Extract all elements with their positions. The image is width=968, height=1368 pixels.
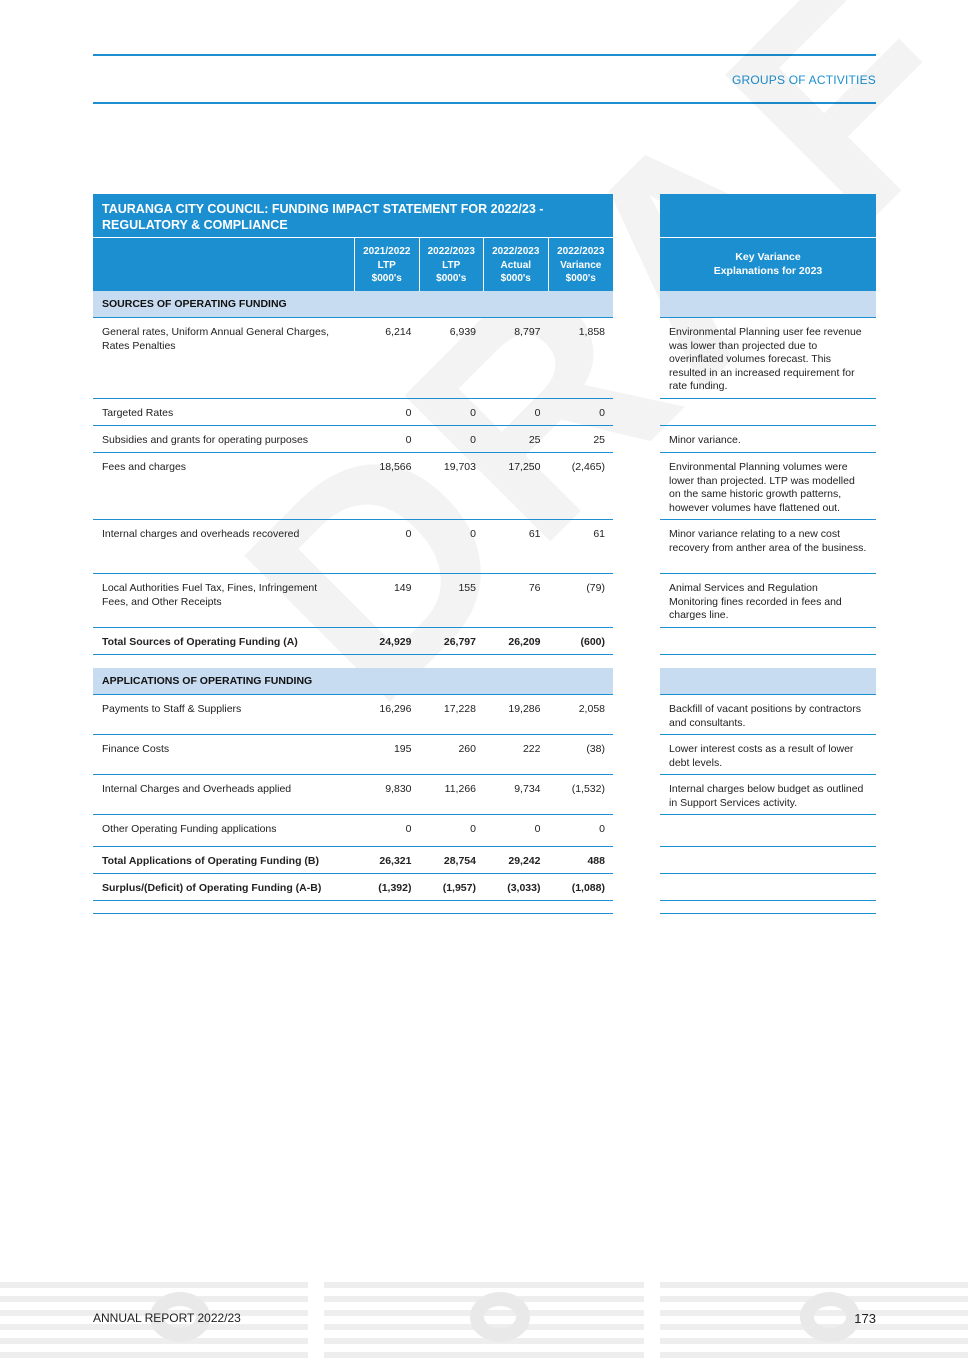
cell-value: 155 xyxy=(458,582,476,594)
row-label: Fees and charges xyxy=(102,461,187,473)
cell-value: 0 xyxy=(405,823,412,835)
explanation-cell: Environmental Planning user fee revenue was lower than projected due to overinflated volumes forecast. This resulted in an increased requirement for rate funding. xyxy=(660,318,876,399)
cell-value: 25 xyxy=(593,434,605,446)
cell-value: 0 xyxy=(470,407,476,419)
cell-value: 29,242 xyxy=(508,855,541,867)
table-row xyxy=(93,735,613,775)
cell-value: 24,929 xyxy=(379,636,412,648)
cell-value: 488 xyxy=(587,855,605,867)
explanation-cell: Minor variance relating to a new cost recovery from anther area of the business. xyxy=(660,520,876,574)
cell-value: 0 xyxy=(599,407,605,419)
col-unit: $000's xyxy=(500,273,531,284)
table-row xyxy=(93,453,613,520)
table-row xyxy=(93,399,613,426)
cell-value: 18,566 xyxy=(379,461,412,473)
row-label: Other Operating Funding applications xyxy=(102,823,277,835)
explanation-cell xyxy=(660,815,876,847)
cell-value: 9,734 xyxy=(514,783,541,795)
sources-heading: SOURCES OF OPERATING FUNDING xyxy=(93,291,613,318)
cell-value: (79) xyxy=(586,582,605,594)
row-label: Internal charges and overheads recovered xyxy=(102,528,300,540)
cell-value: (1,088) xyxy=(571,882,605,894)
table-row xyxy=(93,695,613,735)
side-end-row xyxy=(660,901,876,914)
page-number: 173 xyxy=(854,1311,876,1326)
side-sources-band xyxy=(660,291,876,318)
funding-impact-table xyxy=(93,194,613,914)
cell-value: 0 xyxy=(534,823,541,835)
cell-value: 260 xyxy=(458,743,476,755)
cell-value: 222 xyxy=(522,743,541,755)
explanation-cell: Animal Services and Regulation Monitoring fines recorded in fees and charges line. xyxy=(660,574,876,628)
cell-value: 195 xyxy=(393,743,412,755)
cell-value: 61 xyxy=(593,528,605,540)
column-header-2021-ltp xyxy=(355,238,420,291)
explanation-cell xyxy=(660,399,876,426)
col-type: LTP xyxy=(442,259,461,271)
table-end-row xyxy=(93,901,613,914)
cell-value: 26,209 xyxy=(508,636,541,648)
explanation-cell: Backfill of vacant positions by contractors and consultants. xyxy=(660,695,876,735)
col-unit: $000's xyxy=(565,273,596,284)
col-unit: $000's xyxy=(371,273,402,284)
cell-value: 25 xyxy=(528,434,541,446)
table-row xyxy=(93,520,613,574)
total-sources-row xyxy=(93,628,613,655)
cell-value: (1,392) xyxy=(378,882,412,894)
cell-value: 11,266 xyxy=(444,783,476,795)
column-header-2022-ltp xyxy=(420,238,485,291)
col-type: LTP xyxy=(377,259,396,271)
cell-value: 61 xyxy=(528,528,541,540)
col-year: 2022/2023 xyxy=(427,246,475,257)
table-title: TAURANGA CITY COUNCIL: FUNDING IMPACT STATEMENT FOR 2022/23 - REGULATORY & COMPLIANCE xyxy=(93,194,613,238)
footer-swirl-graphic xyxy=(800,1292,860,1342)
row-label: Targeted Rates xyxy=(102,407,174,419)
col-year: 2022/2023 xyxy=(557,246,605,257)
cell-value: 16,296 xyxy=(379,703,412,715)
cell-value: 0 xyxy=(405,434,412,446)
explanation-cell xyxy=(660,874,876,901)
row-label: General rates, Uniform Annual General Charges, Rates Penalties xyxy=(102,326,330,352)
cell-value: 0 xyxy=(405,528,412,540)
cell-value: (3,033) xyxy=(507,882,541,894)
total-applications-row xyxy=(93,847,613,874)
side-title-cell xyxy=(660,194,876,238)
surplus-deficit-row xyxy=(93,874,613,901)
section-label: GROUPS OF ACTIVITIES xyxy=(731,73,876,87)
cell-value: 26,321 xyxy=(379,855,412,867)
cell-value: 0 xyxy=(470,434,476,446)
cell-value: 26,797 xyxy=(443,636,476,648)
explanation-cell xyxy=(660,628,876,655)
row-label: Internal Charges and Overheads applied xyxy=(102,783,292,795)
row-label: Payments to Staff & Suppliers xyxy=(102,703,242,715)
row-label: Total Applications of Operating Funding (B) xyxy=(102,855,319,867)
cell-value: 0 xyxy=(534,407,541,419)
row-label: Total Sources of Operating Funding (A) xyxy=(102,636,298,648)
cell-value: (38) xyxy=(586,743,605,755)
cell-value: 8,797 xyxy=(514,326,541,338)
explanations-header-text: Key Variance Explanations for 2023 xyxy=(713,251,823,277)
cell-value: 76 xyxy=(528,582,541,594)
explanation-cell: Environmental Planning volumes were lower than projected. LTP was modelled on the same historic growth patterns, however volumes have flattened out. xyxy=(660,453,876,520)
table-row xyxy=(93,574,613,628)
col-unit: $000's xyxy=(436,273,467,284)
cell-value: (1,957) xyxy=(442,882,476,894)
side-applications-band xyxy=(660,668,876,695)
row-label: Local Authorities Fuel Tax, Fines, Infringement Fees, and Other Receipts xyxy=(102,582,318,608)
header-blank-cell xyxy=(93,238,355,291)
col-year: 2021/2022 xyxy=(363,246,411,257)
row-label: Surplus/(Deficit) of Operating Funding (A-B) xyxy=(102,882,322,894)
cell-value: (600) xyxy=(580,636,605,648)
explanation-cell xyxy=(660,847,876,874)
table-row xyxy=(93,318,613,399)
cell-value: 6,214 xyxy=(385,326,412,338)
row-label: Subsidies and grants for operating purposes xyxy=(102,434,309,446)
table-row xyxy=(93,775,613,815)
table-row xyxy=(93,815,613,847)
footer-swirl-graphic xyxy=(470,1292,530,1342)
cell-value: 6,939 xyxy=(449,326,476,338)
footer-report-title: ANNUAL REPORT 2022/23 xyxy=(93,1311,241,1325)
column-header-2022-actual xyxy=(484,238,549,291)
cell-value: 0 xyxy=(405,407,412,419)
cell-value: 19,703 xyxy=(443,461,476,473)
col-type: Variance xyxy=(560,259,602,271)
cell-value: (1,532) xyxy=(571,783,605,795)
spacer xyxy=(93,655,613,668)
cell-value: 2,058 xyxy=(578,703,605,715)
cell-value: 28,754 xyxy=(443,855,476,867)
cell-value: 0 xyxy=(470,528,476,540)
col-type: Actual xyxy=(500,259,532,271)
applications-heading: APPLICATIONS OF OPERATING FUNDING xyxy=(93,668,613,695)
column-header-row xyxy=(93,238,613,291)
table-row xyxy=(93,426,613,453)
explanation-cell: Internal charges below budget as outlined in Support Services activity. xyxy=(660,775,876,815)
col-year: 2022/2023 xyxy=(492,246,540,257)
explanations-header xyxy=(660,238,876,291)
cell-value: 9,830 xyxy=(385,783,412,795)
cell-value: 17,250 xyxy=(508,461,541,473)
cell-value: 1,858 xyxy=(578,326,605,338)
cell-value: 0 xyxy=(599,823,605,835)
explanation-cell: Lower interest costs as a result of lower debt levels. xyxy=(660,735,876,775)
cell-value: 17,228 xyxy=(443,703,476,715)
cell-value: 149 xyxy=(393,582,412,594)
cell-value: (2,465) xyxy=(571,461,605,473)
variance-explanations-table xyxy=(660,194,876,914)
row-label: Finance Costs xyxy=(102,743,170,755)
cell-value: 19,286 xyxy=(508,703,541,715)
spacer xyxy=(660,655,876,668)
cell-value: 0 xyxy=(470,823,476,835)
column-header-2022-variance xyxy=(549,238,614,291)
explanation-cell: Minor variance. xyxy=(660,426,876,453)
